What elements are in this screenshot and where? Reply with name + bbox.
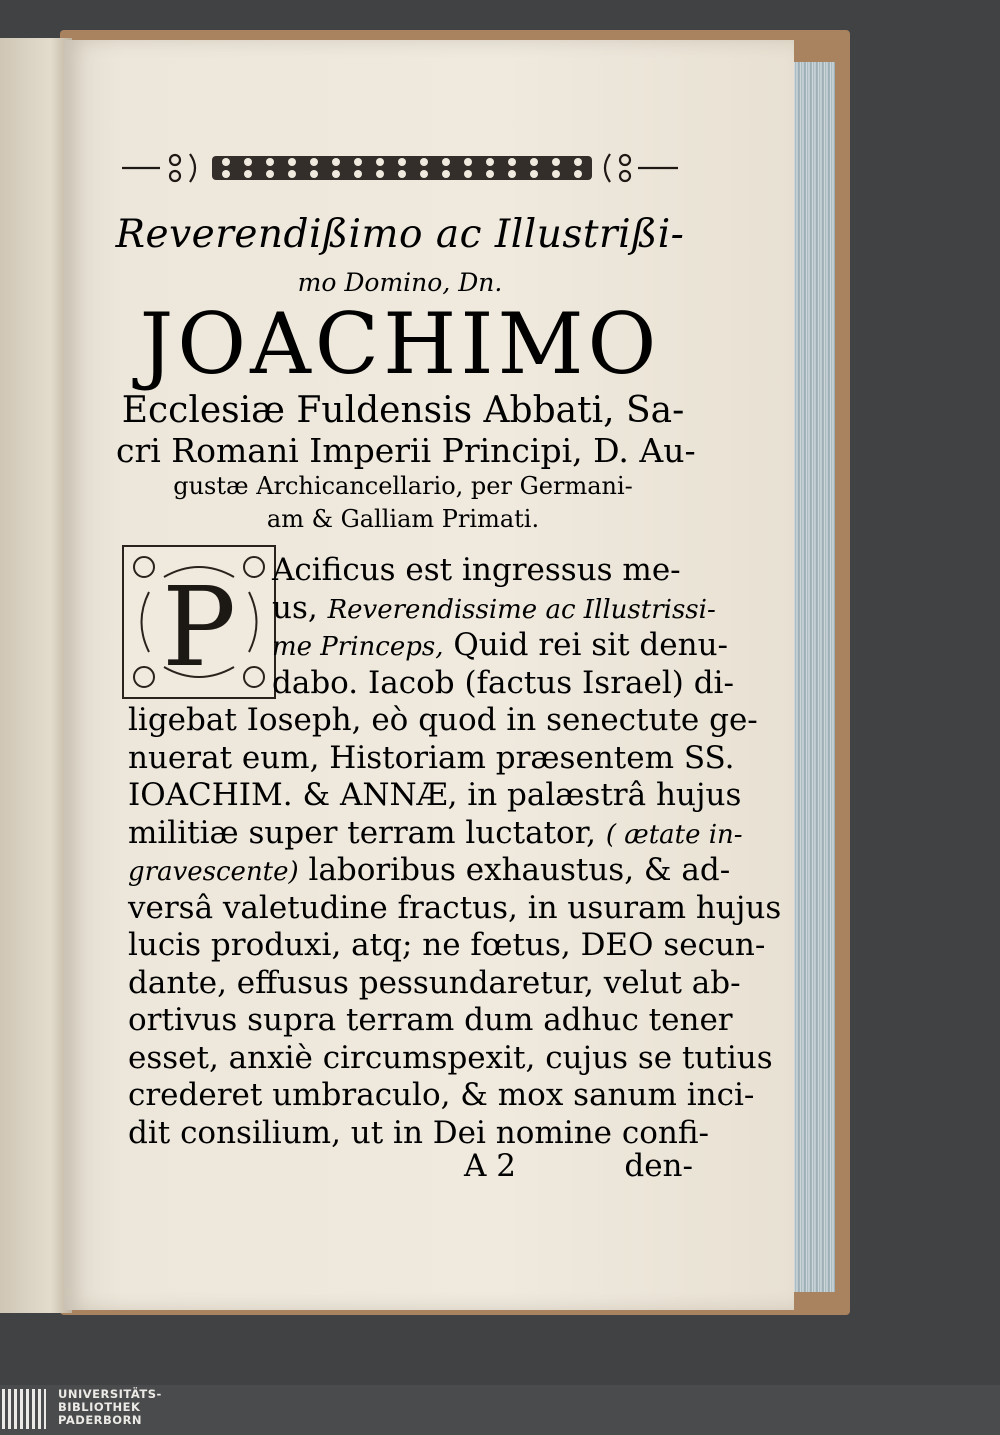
text-line: us, Reverendissime ac Illustrissi-: [272, 589, 716, 626]
ornament-band: [120, 148, 680, 188]
text-line: Acificus est ingressus me-: [272, 552, 681, 588]
title-line: Ecclesiæ Fuldensis Abbati, Sa-: [121, 390, 685, 431]
catchword: den-: [624, 1148, 693, 1184]
text-line: dante, effusus pessundaretur, velut ab-: [128, 964, 741, 1001]
text-line: crederet umbraculo, & mox sanum inci-: [128, 1077, 755, 1113]
initial-letter: P: [161, 563, 237, 691]
library-logo-text: [58, 1388, 162, 1427]
text-line: militiæ super terram luctator, ( ætate in-: [128, 814, 743, 851]
text-line: versâ valetudine fractus, in usuram hujus: [128, 889, 782, 926]
dedicatee-titles: [116, 390, 696, 536]
text-line: dit consilium, ut in Dei nomine confi-: [128, 1114, 710, 1151]
facing-page-edge: [0, 38, 72, 1313]
text-line: ligebat Ioseph, eò quod in senectute ge-: [128, 702, 758, 738]
logo-line: PADERBORN: [58, 1413, 143, 1427]
library-footer: [0, 1385, 1000, 1435]
dedication-line-2: mo Domino, Dn.: [297, 268, 503, 297]
title-line: am & Galliam Primati.: [266, 505, 540, 533]
logo-line: UNIVERSITÄTS-: [58, 1387, 162, 1401]
text-line: dabo. Iacob (factus Israel) di-: [272, 664, 734, 701]
dedicatee-name: JOACHIMO: [139, 295, 661, 393]
text-line: me Princeps, Quid rei sit denu-: [272, 627, 729, 663]
dedication-line-1: Reverendißimo ac Illustrißi-: [115, 212, 685, 257]
text-line: nuerat eum, Historiam præsentem SS.: [128, 739, 735, 776]
library-logo-icon: [2, 1389, 46, 1429]
text-line: lucis produxi, atq; ne fœtus, DEO secun-: [128, 927, 766, 963]
body-text: [128, 552, 782, 1152]
text-line: ortivus supra terram dum adhuc tener: [128, 1002, 733, 1038]
text-line: gravescente) laboribus exhaustus, & ad-: [128, 852, 731, 888]
text-line: IOACHIM. & ANNÆ, in palæstrâ hujus: [128, 777, 742, 813]
signature-mark: A 2: [464, 1148, 516, 1184]
text-line: esset, anxiè circumspexit, cujus se tutius: [128, 1039, 773, 1076]
logo-line: BIBLIOTHEK: [58, 1400, 141, 1414]
title-line: cri Romani Imperii Principi, D. Au-: [116, 431, 696, 470]
title-line: gustæ Archicancellario, per Germani-: [173, 472, 633, 500]
